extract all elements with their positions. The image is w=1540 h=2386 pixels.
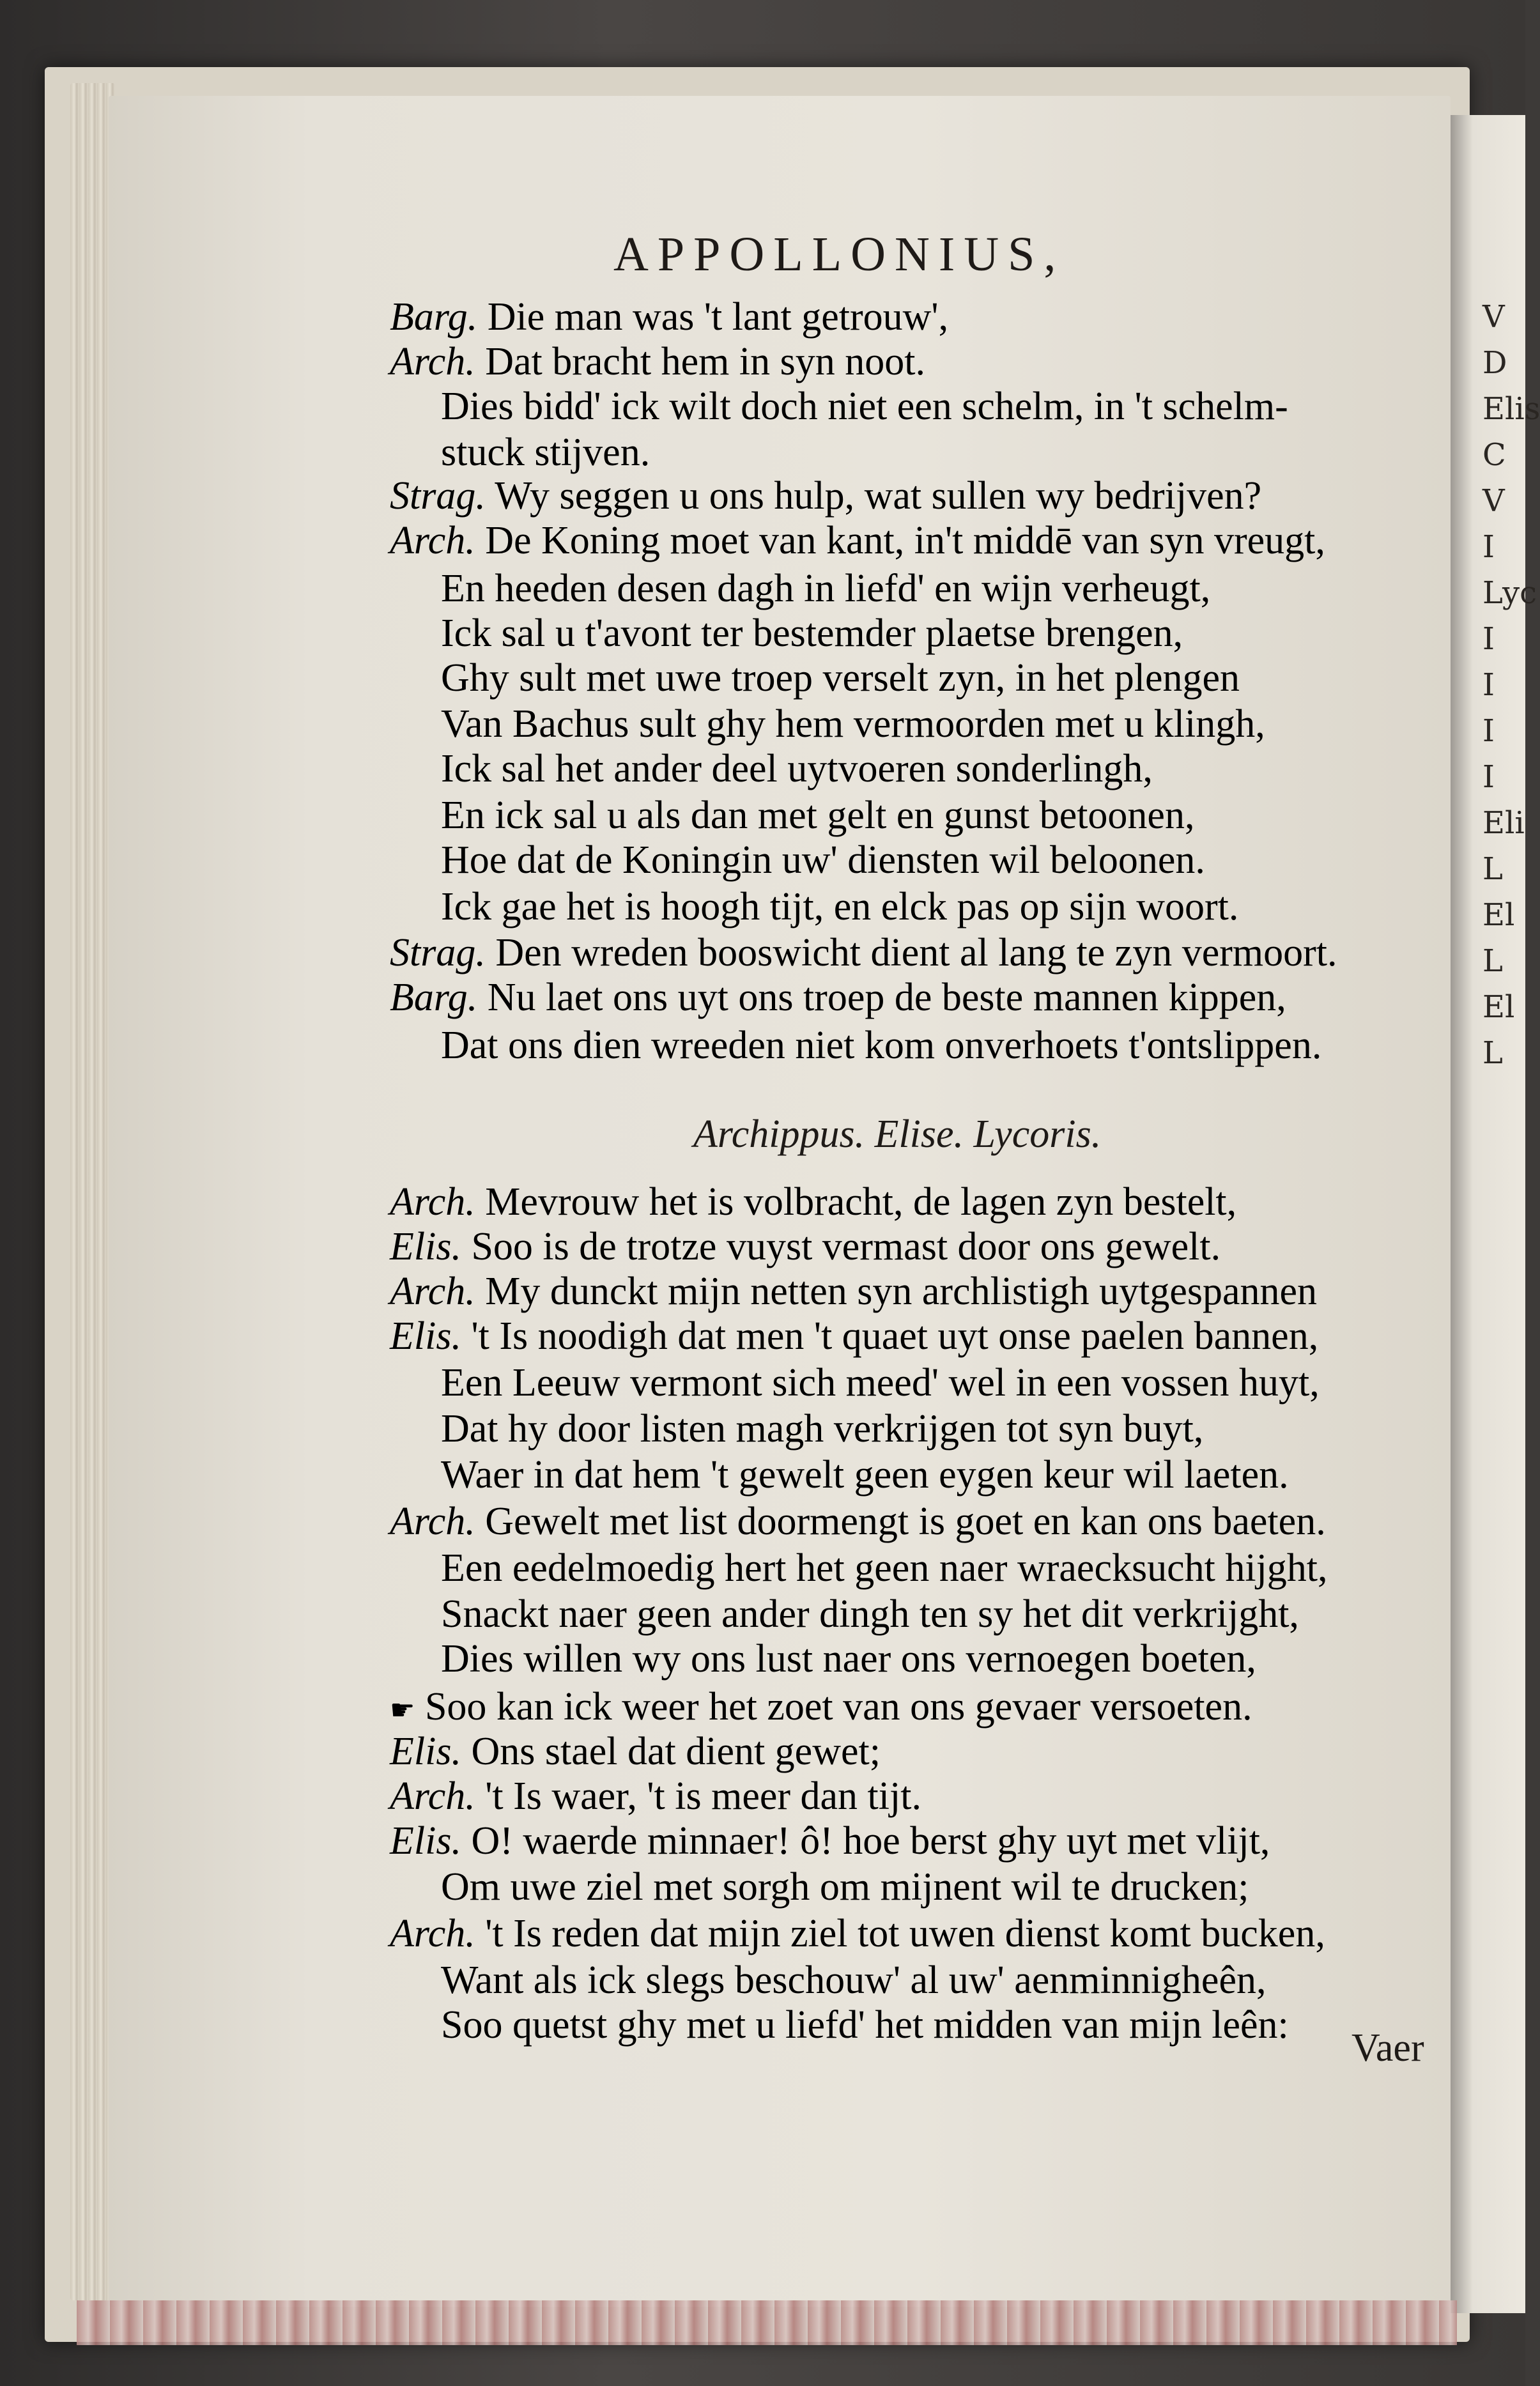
verse-text: Om uwe ziel met sorgh om mijnent wil te drucken; [441,1865,1249,1909]
facing-fragment: L [1482,943,1503,979]
verse-line [390,930,1337,976]
verse-text: Ghy sult met uwe troep verselt zyn, in het plengen [441,656,1240,700]
verse-line [390,518,1325,564]
verse-text: 't Is noodigh dat men 't quaet uyt onse paelen bannen, [471,1314,1319,1358]
speaker-name: Arch. [390,1912,475,1955]
verse-line [390,1179,1236,1225]
speaker-name: Barg. [390,976,478,1019]
verse-line [390,1224,1220,1270]
verse-text: De Koning moet van kant, in't middē van syn vreugt, [485,519,1325,562]
facing-page-text [1482,294,1540,1076]
verse-text: Dies willen wy ons lust naer ons vernoegen boeten, [441,1637,1256,1681]
verse-line [390,1818,1270,1864]
page-bottom-edge [77,2300,1457,2345]
verse-line [441,566,1210,612]
verse-text: Van Bachus sult ghy hem vermoorden met u klingh, [441,702,1265,746]
facing-fragment: V [1482,299,1505,335]
verse-text: Dat bracht hem in syn noot. [485,340,925,383]
facing-fragment: I [1482,529,1495,565]
verse-line [441,383,1288,429]
verse-line [441,429,650,475]
facing-fragment: D [1482,345,1507,381]
verse-line [390,294,948,340]
verse-text: Dies bidd' ick wilt doch niet een schelm, in 't schelm- [441,385,1288,428]
verse-line [390,1911,1325,1957]
speaker-name: Arch. [390,519,475,562]
facing-fragment: Eli [1482,805,1525,841]
verse-text: 't Is waer, 't is meer dan tijt. [485,1774,921,1818]
verse-line [390,339,925,385]
speaker-name: Elis. [390,1819,461,1863]
scene-heading: Archippus. Elise. Lycoris. [693,1112,1102,1156]
verse-text: En heeden desen dagh in liefd' en wijn verheugt, [441,567,1211,610]
verse-line [390,1773,921,1819]
verse-line [441,884,1238,930]
speaker-name: Elis. [390,1225,461,1268]
verse-text: Ick gae het is hoogh tijt, en elck pas op sijn woort. [441,885,1239,928]
facing-fragment: C [1482,437,1506,473]
speaker-name: Arch. [390,1270,475,1313]
verse-line [441,1452,1289,1498]
verse-line [441,1864,1249,1910]
facing-fragment: I [1482,621,1495,657]
verse-text: Den wreden booswicht dient al lang te zyn vermoort. [495,931,1337,974]
facing-fragment: I [1482,667,1495,703]
verse-text: Dat hy door listen magh verkrijgen tot syn buyt, [441,1407,1204,1451]
verse-line [441,655,1240,701]
verse-text: Een eedelmoedig hert het geen naer wraecksucht hijght, [441,1546,1328,1590]
verse-line [441,2002,1289,2048]
verse-text: O! waerde minnaer! ô! hoe berst ghy uyt met vlijt, [471,1819,1270,1863]
verse-line [390,1498,1326,1544]
facing-fragment: L [1482,1035,1503,1071]
verse-text: My dunckt mijn netten syn archlistigh uytgespannen [485,1270,1318,1313]
verse-text: Ick sal het ander deel uytvoeren sonderlingh, [441,747,1153,790]
verse-line [390,1313,1318,1359]
verse-text: Soo quetst ghy met u liefd' het midden van mijn leên: [441,2003,1289,2047]
verse-line [441,1636,1256,1682]
verse-text: Wy seggen u ons hulp, wat sullen wy bedrijven? [495,474,1262,518]
verse-text: Nu laet ons uyt ons troep de beste mannen kippen, [487,976,1286,1019]
verse-line [390,1268,1317,1314]
verse-line [441,1545,1328,1591]
pointing-hand-icon: ☛ [390,1694,415,1727]
speaker-name: Elis. [390,1314,461,1358]
facing-fragment: Elis [1482,391,1540,427]
verse-line [390,1684,1252,1734]
speaker-name: Barg. [390,295,478,339]
facing-fragment: El [1482,897,1515,933]
verse-line [441,1957,1266,2003]
facing-fragment: L [1482,851,1503,887]
verse-text: Want als ick slegs beschouw' al uw' aenminnigheên, [441,1959,1267,2002]
verse-text: Ick sal u t'avont ter bestemder plaetse brengen, [441,612,1183,655]
catchword: Vaer [1351,2026,1424,2070]
facing-fragment: Lyc [1482,575,1537,611]
verse-line [441,1360,1320,1406]
speaker-name: Arch. [390,1180,475,1224]
running-head: APPOLLONIUS, [613,227,1065,281]
verse-line [441,746,1153,792]
verse-text: stuck stijven. [441,431,651,474]
verse-text: 't Is reden dat mijn ziel tot uwen dienst komt bucken, [485,1912,1325,1955]
verse-text: Die man was 't lant getrouw', [487,295,949,339]
verse-line [441,1406,1203,1452]
verse-line [441,701,1265,747]
speaker-name: Elis. [390,1730,461,1773]
verse-text: Waer in dat hem 't gewelt geen eygen keur wil laeten. [441,1453,1289,1497]
speaker-name: Strag. [390,931,486,974]
verse-line [390,473,1261,519]
verse-line [441,837,1205,883]
verse-text: Hoe dat de Koningin uw' diensten wil beloonen. [441,838,1205,882]
speaker-name: Strag. [390,474,486,518]
verse-text: Ons stael dat dient gewet; [471,1730,881,1773]
verse-text: Soo kan ick weer het zoet van ons gevaer versoeten. [424,1685,1252,1728]
verse-line [390,974,1286,1020]
verse-line [441,1022,1321,1068]
verse-line [441,792,1194,838]
verse-text: Dat ons dien wreeden niet kom onverhoets t'ontslippen. [441,1024,1322,1067]
speaker-name: Arch. [390,1774,475,1818]
verse-text: Mevrouw het is volbracht, de lagen zyn bestelt, [485,1180,1237,1224]
facing-fragment: I [1482,759,1495,795]
verse-line [441,1591,1299,1637]
verse-text: Soo is de trotze vuyst vermast door ons gewelt. [471,1225,1221,1268]
facing-fragment: El [1482,989,1515,1025]
verse-line [390,1728,881,1774]
verse-text: Snackt naer geen ander dingh ten sy het dit verkrijght, [441,1592,1299,1636]
speaker-name: Arch. [390,1500,475,1543]
facing-fragment: I [1482,713,1495,749]
verse-text: Gewelt met list doormengt is goet en kan ons baeten. [485,1500,1326,1543]
verse-line [441,610,1183,656]
speaker-name: Arch. [390,340,475,383]
verse-text: En ick sal u als dan met gelt en gunst betoonen, [441,794,1195,837]
facing-fragment: V [1482,483,1505,519]
verse-text: Een Leeuw vermont sich meed' wel in een vossen huyt, [441,1361,1320,1405]
